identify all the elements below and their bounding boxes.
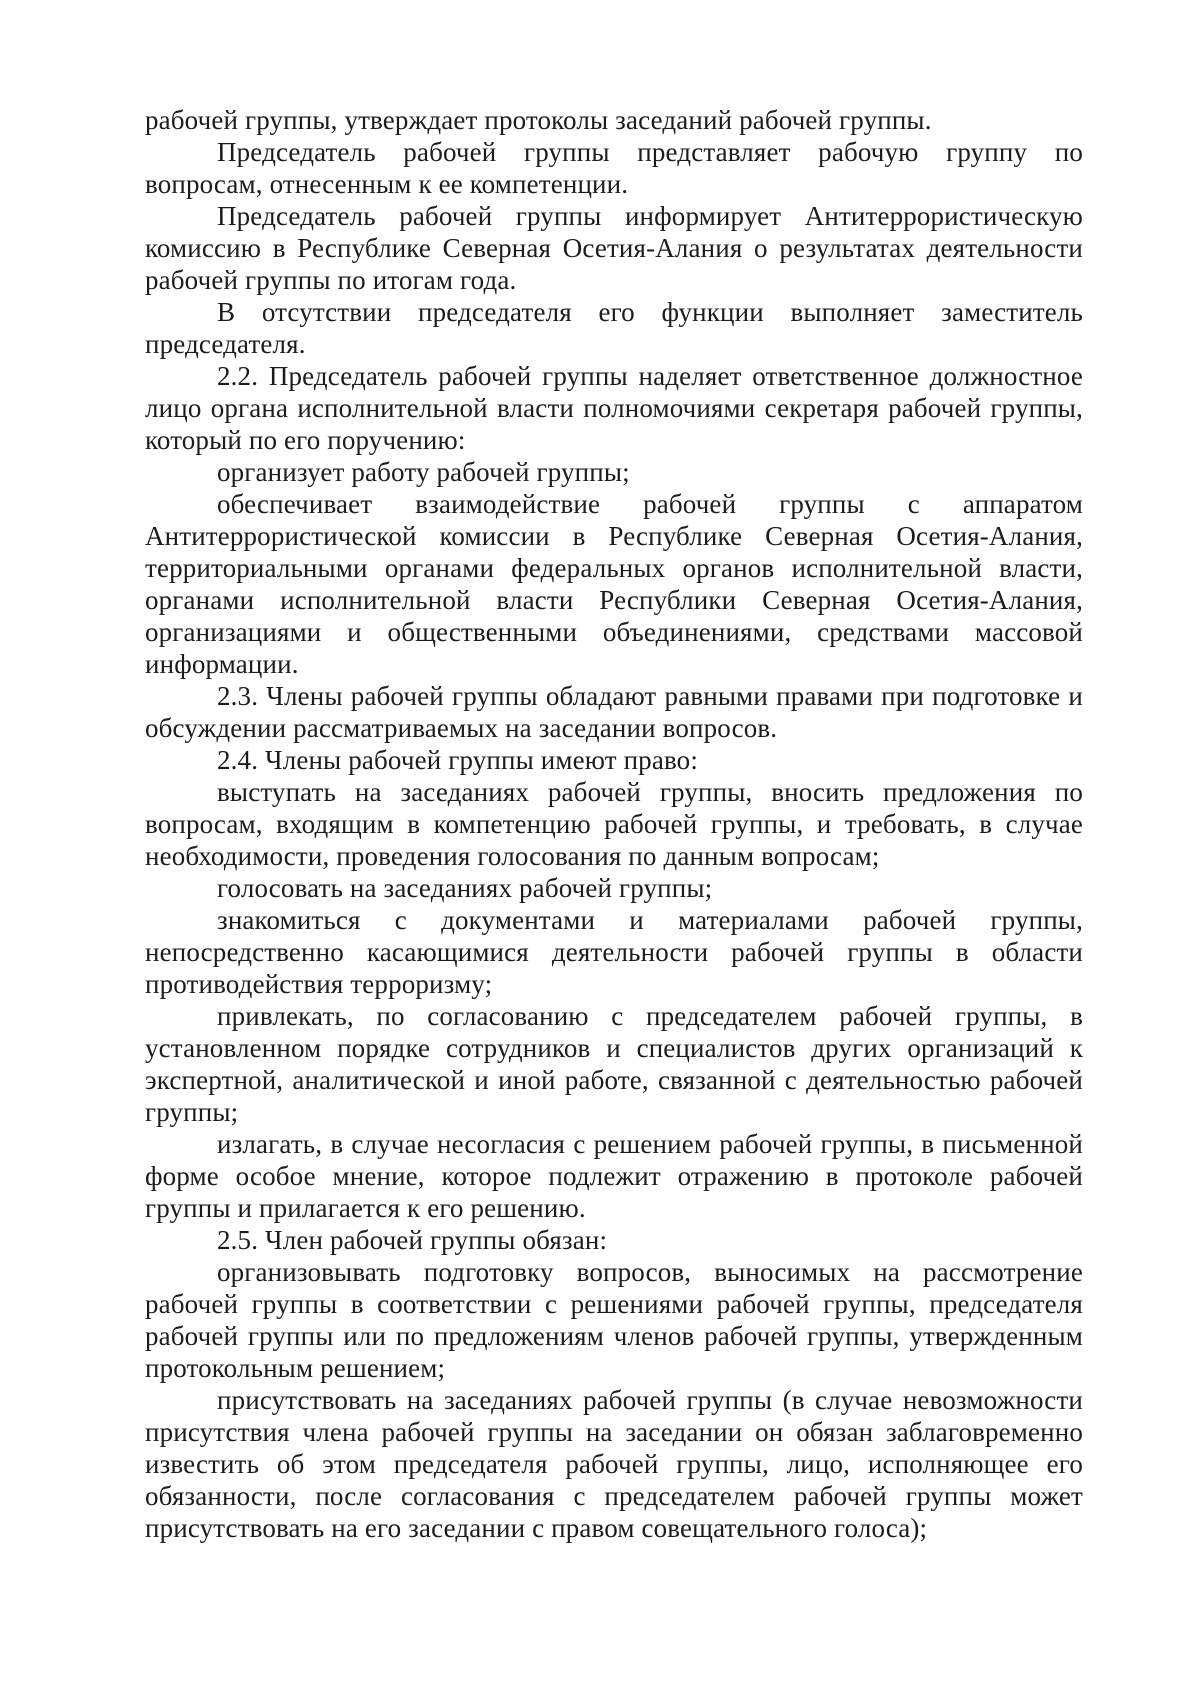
paragraph-2-4: 2.4. Члены рабочей группы имеют право: xyxy=(217,745,698,775)
paragraph-involve: привлекать, по согласованию с председателем рабочей группы, в установленном порядке сотрудников и специалистов других организаций к экспертной, аналитической и иной работе, связанной с деятельностью рабочей группы; xyxy=(145,1001,1083,1127)
document-body xyxy=(145,104,1083,1544)
paragraph-2-2: 2.2. Председатель рабочей группы наделяет ответственное должностное лицо органа исполнительной власти полномочиями секретаря рабочей группы, который по его поручению: xyxy=(145,361,1083,455)
paragraph-opinion: излагать, в случае несогласия с решением рабочей группы, в письменной форме особое мнение, которое подлежит отражению в протоколе рабочей группы и прилагается к его решению. xyxy=(145,1129,1083,1223)
paragraph-interaction: обеспечивает взаимодействие рабочей группы с аппаратом Антитеррористической комиссии в Республике Северная Осетия-Алания, территориальными органами федеральных органов исполнительной власти, органами исполнительной власти Республики Северная Осетия-Алания, организациями и общественными объединениями, средствами массовой информации. xyxy=(145,489,1083,679)
paragraph-prepare: организовывать подготовку вопросов, выносимых на рассмотрение рабочей группы в соответствии с решениями рабочей группы, председателя рабочей группы или по предложениям членов рабочей группы, утвержденным протокольным решением; xyxy=(145,1257,1083,1383)
paragraph-attend: присутствовать на заседаниях рабочей группы (в случае невозможности присутствия члена рабочей группы на заседании он обязан заблаговременно известить об этом председателя рабочей группы, лицо, исполняющее его обязанности, после согласования с председателем рабочей группы может присутствовать на его заседании с правом совещательного голоса); xyxy=(145,1385,1083,1543)
paragraph-deputy: В отсутствии председателя его функции выполняет заместитель председателя. xyxy=(145,297,1083,359)
paragraph-organizes: организует работу рабочей группы; xyxy=(217,457,630,487)
paragraph-vote: голосовать на заседаниях рабочей группы; xyxy=(217,873,713,903)
paragraph-2-5: 2.5. Член рабочей группы обязан: xyxy=(217,1225,608,1255)
paragraph-chair-represents: Председатель рабочей группы представляет рабочую группу по вопросам, отнесенным к ее компетенции. xyxy=(145,137,1083,199)
paragraph-continuation: рабочей группы, утверждает протоколы заседаний рабочей группы. xyxy=(145,105,932,135)
paragraph-chair-informs: Председатель рабочей группы информирует Антитеррористическую комиссию в Республике Северная Осетия-Алания о результатах деятельности рабочей группы по итогам года. xyxy=(145,201,1083,295)
paragraph-2-3: 2.3. Члены рабочей группы обладают равными правами при подготовке и обсуждении рассматриваемых на заседании вопросов. xyxy=(145,681,1083,743)
paragraph-documents: знакомиться с документами и материалами рабочей группы, непосредственно касающимися деятельности рабочей группы в области противодействия терроризму; xyxy=(145,905,1083,999)
paragraph-speak: выступать на заседаниях рабочей группы, вносить предложения по вопросам, входящим в компетенцию рабочей группы, и требовать, в случае необходимости, проведения голосования по данным вопросам; xyxy=(145,777,1083,871)
